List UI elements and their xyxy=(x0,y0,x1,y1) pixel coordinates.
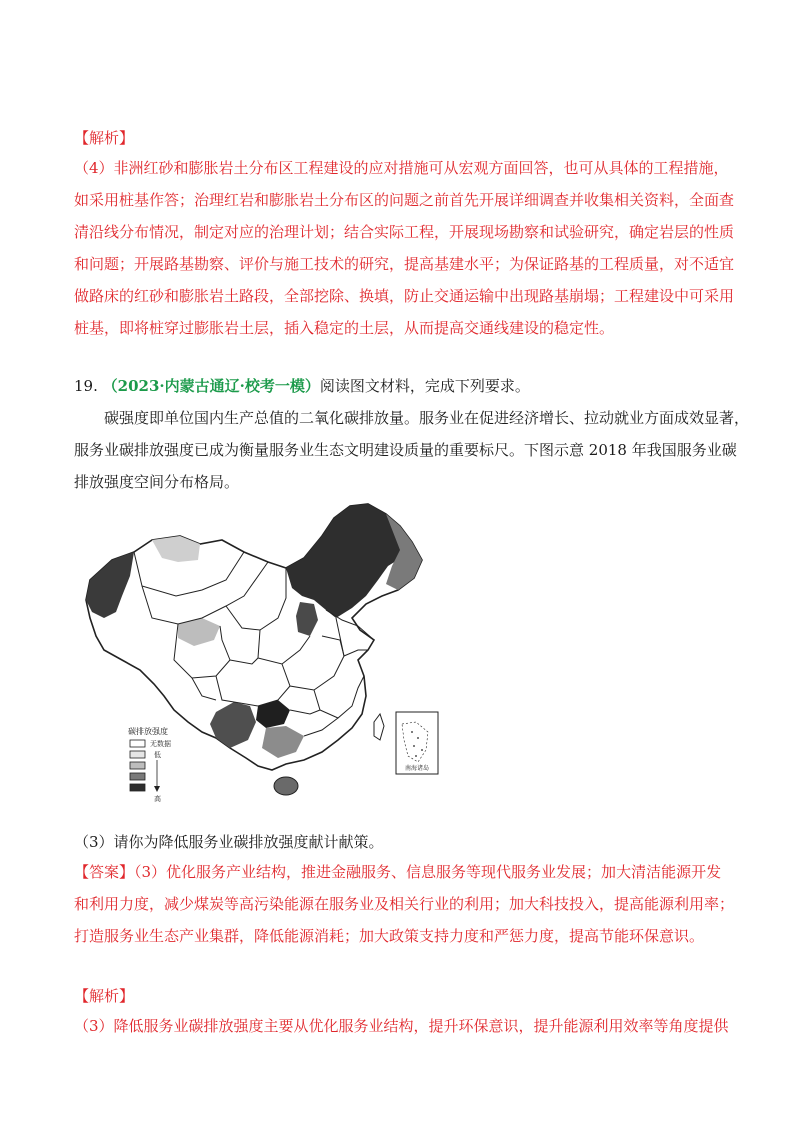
analysis-line: 如采用桩基作答；治理红岩和膨胀岩土分布区的问题之前首先开展详细调查并收集相关资料，全面查 xyxy=(74,191,735,209)
legend-swatch-4 xyxy=(130,784,145,791)
answer-line xyxy=(74,862,721,882)
answer-text: （3）优化服务产业结构，推进金融服务、信息服务等现代服务业发展；加大清洁能源开发 xyxy=(134,863,722,881)
question-number: 19. xyxy=(74,377,98,395)
analysis-line-2: （3）降低服务业碳排放强度主要从优化服务业结构，提升环保意识，提升能源利用效率等角度提供 xyxy=(74,1017,729,1035)
analysis-line: 桩基，即将桩穿过膨胀岩土层，插入稳定的土层，从而提高交通线建设的稳定性。 xyxy=(74,319,615,337)
legend-swatch-2 xyxy=(130,762,145,769)
legend-high: 高 xyxy=(154,795,161,803)
answer-line: 打造服务业生态产业集群，降低能源消耗；加大政策支持力度和严惩力度，提高节能环保意识。 xyxy=(74,927,705,945)
analysis-heading: 【解析】 xyxy=(74,129,135,147)
material-line: 排放强度空间分布格局。 xyxy=(74,473,240,491)
shading-texture xyxy=(82,500,442,805)
analysis-line: （4）非洲红砂和膨胀岩土分布区工程建设的应对措施可从宏观方面回答，也可从具体的工程措施， xyxy=(74,159,729,177)
legend-title: 碳排放强度 xyxy=(128,727,168,736)
material-line: 服务业碳排放强度已成为衡量服务业生态文明建设质量的重要标尺。下图示意 2018 年我国服务业碳 xyxy=(74,441,737,459)
answer-line: 和利用力度，减少煤炭等高污染能源在服务业及相关行业的利用；加大科技投入，提高能源利用率； xyxy=(74,895,735,913)
inset-label: 南海诸岛 xyxy=(404,765,430,772)
legend-low: 低 xyxy=(154,751,161,759)
answer-label: 【答案】 xyxy=(74,863,135,881)
china-carbon-intensity-map xyxy=(82,500,442,805)
hainan-island xyxy=(274,777,298,795)
analysis-line: 和问题；开展路基勘察、评价与施工技术的研究，提高基建水平；为保证路基的工程质量，对不适宜 xyxy=(74,255,735,273)
question-header xyxy=(74,376,530,396)
legend-nodata: 无数据 xyxy=(150,740,171,748)
analysis-line: 做路床的红砂和膨胀岩土路段，全部挖除、换填，防止交通运输中出现路基崩塌；工程建设中可采用 xyxy=(74,287,735,305)
question-prompt: 阅读图文材料，完成下列要求。 xyxy=(319,377,530,395)
sub-question: （3）请你为降低服务业碳排放强度献计献策。 xyxy=(74,833,384,851)
legend-swatch-1 xyxy=(130,751,145,758)
material-line: 碳强度即单位国内生产总值的二氧化碳排放量。服务业在促进经济增长、拉动就业方面成效显著， xyxy=(104,409,750,427)
legend-swatch-nodata xyxy=(130,740,145,747)
analysis-heading-2: 【解析】 xyxy=(74,987,135,1005)
question-source: （2023·内蒙古通辽·校考一模） xyxy=(102,377,320,395)
analysis-line: 清沿线分布情况，制定对应的治理计划；结合实际工程，开展现场勘察和试验研究，确定岩层的性质 xyxy=(74,223,735,241)
legend-swatch-3 xyxy=(130,773,145,780)
